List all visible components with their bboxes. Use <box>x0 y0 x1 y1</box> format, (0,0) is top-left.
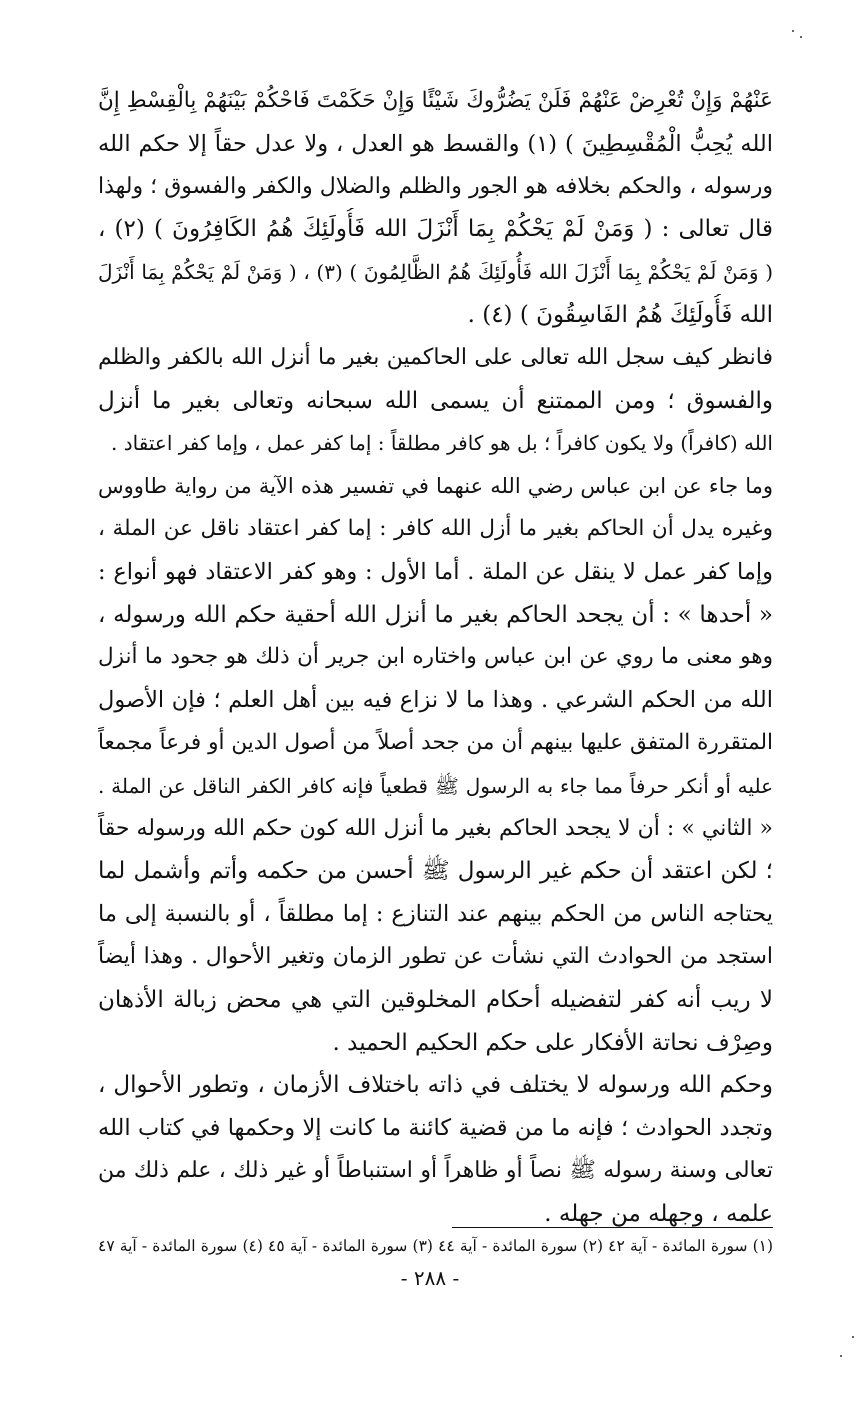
text-line: الله فَأُولَئِكَ هُمُ الفَاسِقُونَ ) (٤) . <box>467 301 773 328</box>
text-line: وما جاء عن ابن عباس رضي الله عنهما في تفسير هذه الآية من رواية طاووس <box>98 474 773 499</box>
text-line: لا ريب أنه كفر لتفضيله أحكام المخلوقين التي هي محض زبالة الأذهان <box>98 986 773 1013</box>
text-line: عَنْهُمْ وَإِنْ تُعْرِضْ عَنْهُمْ فَلَنْ يَضُرُّوكَ شَيْئًا وَإِنْ حَكَمْتَ فَاحْكُمْ بَيْنَهُمْ بِالْقِسْطِ إِنَّ <box>98 88 773 113</box>
footnote: (١) سورة المائدة - آية ٤٢ (٢) سورة المائدة - آية ٤٤ (٣) سورة المائدة - آية ٤٥ (٤) سورة المائدة - آية ٤٧ <box>98 1237 773 1255</box>
text-line: قال تعالى : ( وَمَنْ لَمْ يَحْكُمْ بِمَا أَنْزَلَ الله فَأُولَئِكَ هُمُ الكَافِرُونَ ) (٢) ، <box>98 216 773 243</box>
scan-speck <box>792 30 794 32</box>
text-line: الله (كافراً) ولا يكون كافراً ؛ بل هو كافر مطلقاً : إما كفر عمل ، وإما كفر اعتقاد . <box>111 431 773 456</box>
text-line: ورسوله ، والحكم بخلافه هو الجور والظلم والضلال والكفر والفسوق ؛ ولهذا <box>98 173 773 199</box>
scan-speck <box>852 1336 854 1338</box>
scan-speck <box>840 1355 842 1357</box>
text-line: وحكم الله ورسوله لا يختلف في ذاته باختلاف الأزمان ، وتطور الأحوال ، <box>98 1072 773 1099</box>
text-line: يحتاجه الناس من الحكم بينهم عند التنازع : إما مطلقاً ، أو بالنسبة إلى ما <box>98 901 773 928</box>
text-line: وهو معنى ما روي عن ابن عباس واختاره ابن جرير أن ذلك هو جحود ما أنزل <box>98 644 773 670</box>
text-line: المتقررة المتفق عليها بينهم أن من جحد أصلاً من أصول الدين أو فرعاً مجمعاً <box>98 729 773 755</box>
text-line: استجد من الحوادث التي نشأت عن تطور الزمان وتغير الأحوال . وهذا أيضاً <box>98 943 773 969</box>
text-line: وغيره يدل أن الحاكم بغير ما أزل الله كافر : إما كفر اعتقاد ناقل عن الملة ، <box>98 515 773 541</box>
text-line: عليه أو أنكر حرفاً مما جاء به الرسول ﷺ قطعياً فإنه كافر الكفر الناقل عن الملة . <box>98 773 773 798</box>
page-body <box>98 80 773 1236</box>
text-line: ؛ لكن اعتقد أن حكم غير الرسول ﷺ أحسن من حكمه وأتم وأشمل لما <box>98 858 773 885</box>
text-line: ( وَمَنْ لَمْ يَحْكُمْ بِمَا أَنْزَلَ الله فَأُولَئِكَ هُمُ الظَّالِمُونَ ) (٣) ، ( وَمَنْ لَمْ يَحْكُمْ بِمَا أَنْزَلَ <box>98 260 773 285</box>
text-line: وتجدد الحوادث ؛ فإنه ما من قضية كائنة ما كانت إلا وحكمها في كتاب الله <box>98 1115 773 1142</box>
text-line: وإما كفر عمل لا ينقل عن الملة . أما الأول : وهو كفر الاعتقاد فهو أنواع : <box>98 558 773 585</box>
text-line: تعالى وسنة رسوله ﷺ نصاً أو ظاهراً أو استنباطاً أو غير ذلك ، علم ذلك من <box>98 1157 773 1183</box>
scan-speck <box>800 36 802 38</box>
text-line: « الثاني » : أن لا يجحد الحاكم بغير ما أنزل الله كون حكم الله ورسوله حقاً <box>98 815 773 841</box>
text-line: وصِرْف نحاتة الأفكار على حكم الحكيم الحميد . <box>332 1029 773 1056</box>
text-line: فانظر كيف سجل الله تعالى على الحاكمين بغير ما أنزل الله بالكفر والظلم <box>98 344 773 370</box>
footnote-divider <box>452 1227 773 1228</box>
text-line: الله يُحِبُّ الْمُقْسِطِينَ ) (١) والقسط هو العدل ، ولا عدل حقاً إلا حكم الله <box>98 130 773 157</box>
text-line: الله من الحكم الشرعي . وهذا ما لا نزاع فيه بين أهل العلم ؛ فإن الأصول <box>98 687 773 714</box>
text-line: والفسوق ؛ ومن الممتنع أن يسمى الله سبحانه وتعالى بغير ما أنزل <box>98 387 773 414</box>
page-number: - ٢٨٨ - <box>400 1266 460 1290</box>
text-line: علمه ، وجهله من جهله . <box>544 1200 773 1227</box>
text-line: « أحدها » : أن يجحد الحاكم بغير ما أنزل الله أحقية حكم الله ورسوله ، <box>98 601 773 628</box>
